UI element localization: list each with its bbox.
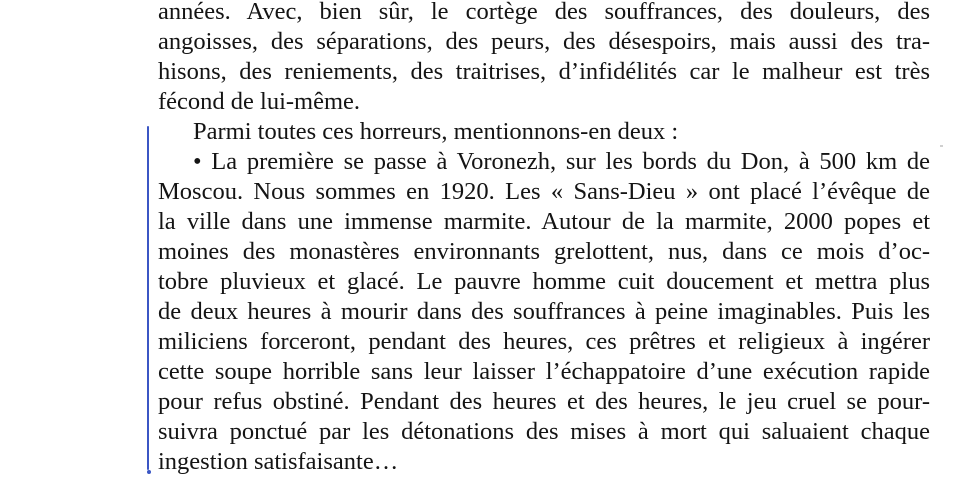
text-line: Parmi toutes ces horreurs, mentionnons-en deux : (193, 118, 679, 145)
text-line: moines des monastères environnants grelottent, nus, dans ce mois d’oc- (158, 238, 930, 265)
margin-annotation-line (147, 126, 149, 470)
text-line: de deux heures à mourir dans des souffrances à peine imaginables. Puis les (158, 298, 930, 325)
text-line: miliciens forceront, pendant des heures, ces prêtres et religieux à ingérer (158, 328, 930, 355)
text-line: tobre pluvieux et glacé. Le pauvre homme cuit doucement et mettra plus (158, 268, 930, 295)
text-line: ingestion satisfaisante… (158, 448, 399, 475)
text-line: • La première se passe à Voronezh, sur les bords du Don, à 500 km de (193, 148, 930, 175)
text-line: angoisses, des séparations, des peurs, des désespoirs, mais aussi des tra- (158, 28, 930, 55)
text-line: Moscou. Nous sommes en 1920. Les « Sans-Dieu » ont placé l’évêque de (158, 178, 930, 205)
text-line: cette soupe horrible sans leur laisser l’échappatoire d’une exécution rapide (158, 358, 930, 385)
text-line: suivra ponctué par les détonations des mises à mort qui saluaient chaque (158, 418, 930, 445)
text-line: pour refus obstiné. Pendant des heures et des heures, le jeu cruel se pour- (158, 388, 930, 415)
margin-annotation-dot (147, 470, 151, 474)
scan-speck (940, 145, 943, 147)
text-line: la ville dans une immense marmite. Autour de la marmite, 2000 popes et (158, 208, 930, 235)
text-line: hisons, des reniements, des traitrises, d’infidélités car le malheur est très (158, 58, 930, 85)
text-line: fécond de lui-même. (158, 88, 361, 115)
text-line: années. Avec, bien sûr, le cortège des souffrances, des douleurs, des (158, 0, 930, 25)
